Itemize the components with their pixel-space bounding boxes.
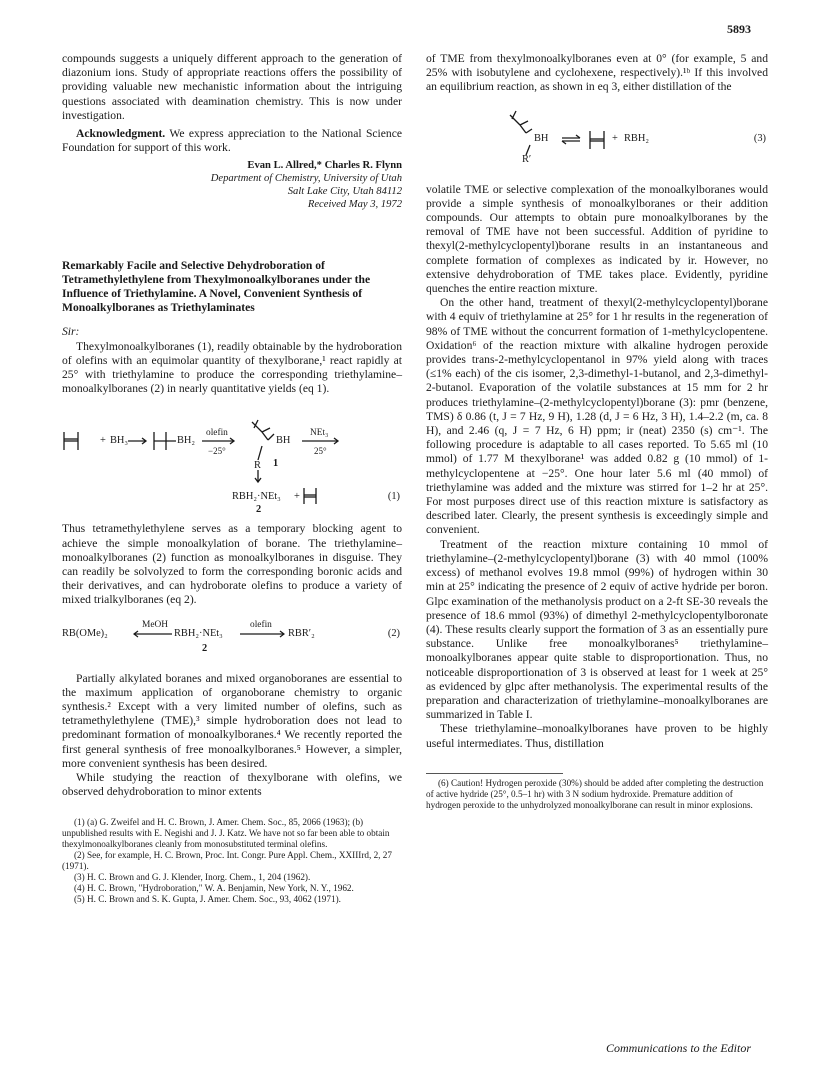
body-paragraph: volatile TME or selective complexation of the monoalkylboranes would provide a simple synthesis of monoalkylboranes or their addition compounds. Our attempts to obtain pure monoalkylboranes by the removal of TME have not been successful. Addition of pyridine to thexyl(2-methylcyclopentyl)borane results in an instantaneous and complete formation of complexes as indicated by ir. However, no extensive dehydroboration of TME takes place. Evidently, pyridine quenches the entire reaction mixture. [426,182,768,296]
trialkylborane-formula: RBR′₂ [288,627,315,639]
amine-borane-formula: RBH₂·NEt₃ [174,627,223,639]
borane-formula: BH₃ [110,435,129,447]
r-group-label: R [254,460,261,472]
footnote: (5) H. C. Brown and S. K. Gupta, J. Amer. Chem. Soc., 93, 4062 (1971). [74,894,341,905]
author-department: Department of Chemistry, University of Utah [210,173,402,185]
arrow-label-temp: −25° [208,446,226,457]
compound-label-1: 1 [273,458,279,470]
body-paragraph: Thexylmonoalkylboranes (1), readily obtainable by the hydroboration of olefins with an equimolar quantity of thexylborane,¹ react rapidly at 25° with triethylamine to produce the corresponding triethylamine–monoalkylboranes (2) in nearly quantitative yields (eq 1). [62,339,402,396]
bh-label: BH [534,132,549,144]
equation-2 [62,614,402,662]
footnote: (4) H. C. Brown, "Hydroboration," W. A. Benjamin, New York, N. Y., 1962. [74,883,354,894]
plus-sign: + [100,435,106,447]
body-paragraph: These triethylamine–monoalkylboranes have proven to be highly useful intermediates. Thus, distillation [426,722,768,750]
footnotes [426,773,768,811]
equation-3 [426,107,768,169]
r-prime-label: R′ [522,153,532,165]
reagent-olefin: olefin [250,619,272,630]
bh-label: BH [276,435,291,447]
acknowledgment [62,127,402,155]
monoalkylborane-formula: RBH₂ [624,132,649,144]
equation-2-arrows [62,614,402,662]
right-column [426,52,768,811]
journal-section-footer: Communications to the Editor [606,1041,751,1055]
footnotes [62,817,402,905]
footnote: (1) (a) G. Zweifel and H. C. Brown, J. Amer. Chem. Soc., 85, 2066 (1963); (b) unpublished results with E. Negishi and J. J. Katz. We have not so far been able to obtain thexylmonoalkylboranes cleanly from monosubstituted terminal olefins. [62,817,390,850]
body-paragraph: compounds suggests a uniquely different approach to the generation of diazonium ions. Study of appropriate reactions offers the possibility of providing valuable new mechanistic information about the intriguing questions associated with deamination chemistry. This is now under investigation. [62,52,402,122]
plus-sign: + [294,491,300,503]
author-names: Evan L. Allred,* Charles R. Flynn [247,160,402,172]
page-number: 5893 [727,22,751,36]
signature-block [62,159,402,211]
article-title: Remarkably Facile and Selective Dehydroboration of Tetramethylethylene from Thexylmonoalkylboranes under the Influence of Triethylamine. A Novel, Convenient Synthesis of Monoalkylboranes as Triethylaminates [62,259,371,315]
acknowledgment-body: We express appreciation to the National Science Foundation for support of this work. [62,127,402,155]
author-city: Salt Lake City, Utah 84112 [287,186,402,198]
product-formula: RBH₂·NEt₃ [232,491,281,503]
equation-number: (1) [387,491,400,503]
body-paragraph: Treatment of the reaction mixture containing 10 mmol of triethylamine–(2-methylcyclopentyl)borane (3) with 40 mmol (100% excess) of methanol evolves 19.8 mmol (99%) of hydrogen within 30 min at 25° indicating the presence of 2 equiv of active hydride per boron. Glpc examination of the methanolysis product on a 2-ft SE-30 reveals the presence of 18.6 mmol (93%) of dimethyl 2-methylcyclopentylboronate (4). These results clearly support the formation of 3 as an essentially pure substance. Unlike free monoalkylboranes⁵ triethylamine–monoalkylboranes appear quite stable to disproportionation. Thus, no noticeable disproportionation of 3 is observed at least for 1 week at 25° as evidenced by glpc after methanolysis. The experimental results of the preparation and characterization of triethylamine–monoalkylboranes are summarized in Table I. [426,537,768,722]
equation-3-structures [426,107,768,169]
left-column [62,52,402,905]
footnote: (3) H. C. Brown and G. J. Klender, Inorg. Chem., 1, 204 (1962). [74,872,311,883]
body-paragraph: Thus tetramethylethylene serves as a temporary blocking agent to achieve the simple monoalkylation of borane. The triethylamine–monoalkylboranes (2) function as monoalkylboranes in disguise. They can readily be solvolyzed to form the corresponding boronic acids and their derivatives, and can hydroborate olefins to produce a variety of mixed trialkylboranes (eq 2). [62,522,402,607]
body-paragraph: While studying the reaction of thexylborane with olefins, we observed dehydroboration to minor extents [62,771,402,799]
thexylborane-formula: BH₂ [177,435,196,447]
acknowledgment-heading: Acknowledgment. [76,127,166,141]
footnote: (6) Caution! Hydrogen peroxide (30%) should be added after completing the destruction of active hydride (25°, 0.5–1 hr) with 3 N sodium hydroxide. Premature addition of hydrogen peroxide to the unhydrolyzed monoalkylborane can result in minor explosions. [426,777,764,810]
arrow-label-temp: 25° [314,446,327,457]
arrow-label-olefin: olefin [206,428,228,439]
footnote-rule [426,773,563,774]
footnote: (2) See, for example, H. C. Brown, Proc. Int. Congr. Pure Appl. Chem., XXIIIrd, 2, 27 (1971). [62,850,392,872]
body-paragraph: On the other hand, treatment of thexyl(2-methylcyclopentyl)borane with 4 equiv of triethylamine at 25° for 1 hr results in the regeneration of 98% of TME without the concurrent formation of 1-methylcyclopentene. Oxidation⁶ of the reaction mixture with alkaline hydrogen peroxide provides trans-2-methylcyclopentanol in 97% yield along with traces (≤1% each) of the cis isomer, 2,3-dimethyl-1-butanol, and 2,3-dimethyl-2-butanol. Evaporation of the volatile substances at 15 mm for 2 hr produces triethylamine–(2-methylcyclopentyl)borane (3): pmr (benzene, TMS) δ 0.86 (t, J = 7 Hz, 9 H), 1.28 (d, J = 6 Hz, 3 H), 1.4–2.2 (m, ca. 8 H), and 2.46 (q, J = 7 Hz, 6 H) ppm; ir (neat) 2350 (s) cm⁻¹. The following procedure is adaptable to all cases reported. To 5.65 ml (10 mmol) of 1.77 M thexylborane¹ was added 0.82 g (10 mmol) of 1-methylcyclopentene at −25°. One hour later 5.6 ml (40 mmol) of triethylamine was added and the mixture was stirred for 1–2 hr at 25°. For most purposes direct use of this reaction mixture is satisfactory as described later. Clearly, the present synthesis is exceedingly simple and convenient. [426,296,768,537]
reagent-methanol: MeOH [142,619,169,630]
equation-number: (3) [753,132,766,144]
plus-sign: + [612,132,618,144]
equation-number: (2) [387,627,400,639]
received-date: Received May 3, 1972 [307,199,402,211]
boronate-formula: RB(OMe)₂ [62,627,108,639]
compound-label-2: 2 [256,504,262,516]
equation-1 [62,404,402,516]
compound-label-2: 2 [202,642,208,654]
salutation: Sir: [62,325,80,339]
arrow-label-amine: NEt₃ [310,428,329,439]
body-paragraph: of TME from thexylmonoalkylboranes even at 0° (for example, 5 and 25% with isobutylene and cyclohexene, respectively).¹ᵇ If this involved an equilibrium reaction, as shown in eq 3, either distillation of the [426,52,768,94]
body-paragraph: Partially alkylated boranes and mixed organoboranes are essential to the maximum application of organoborane chemistry to organic synthesis.² Except with a very limited number of olefins, such as tetramethylethylene (TME),³ simple hydroboration does not lead to predominant formation of monoalkylboranes.⁴ We recently reported the first general synthesis of free monoalkylboranes.⁵ However, a simpler, more convenient synthesis has been desired. [62,671,402,770]
